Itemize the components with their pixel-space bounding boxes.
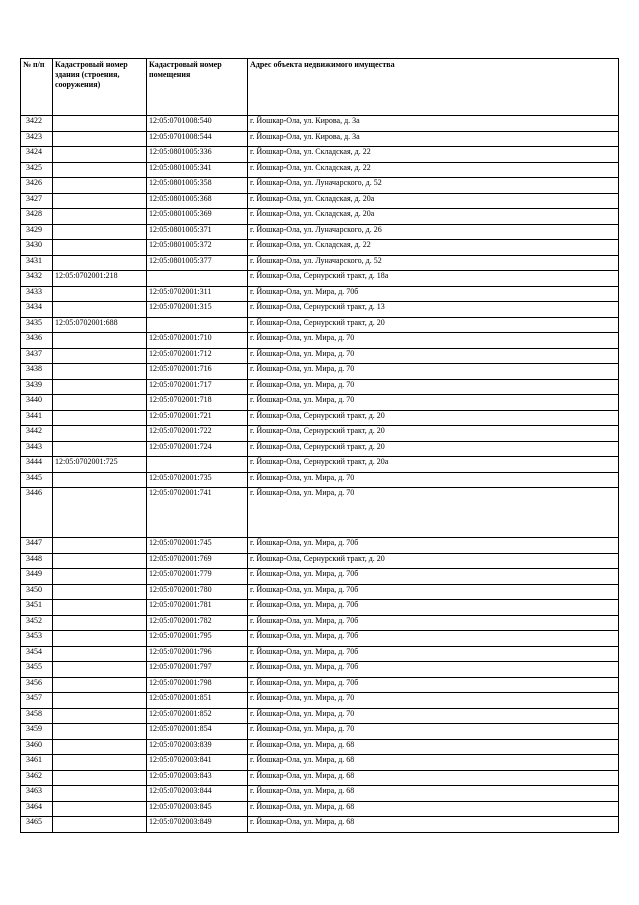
cell-address: г. Йошкар-Ола, ул. Мира, д. 70	[248, 472, 619, 488]
cell-room-cadastral: 12:05:0702001:311	[147, 286, 248, 302]
cell-building-cadastral	[53, 724, 147, 740]
cell-number: 3433	[21, 286, 53, 302]
cell-number: 3426	[21, 178, 53, 194]
table-row	[21, 348, 619, 364]
cell-room-cadastral: 12:05:0702001:769	[147, 553, 248, 569]
cell-building-cadastral	[53, 131, 147, 147]
cell-number: 3450	[21, 584, 53, 600]
table-row	[21, 739, 619, 755]
cell-building-cadastral	[53, 677, 147, 693]
cell-room-cadastral: 12:05:0702003:844	[147, 786, 248, 802]
cell-room-cadastral: 12:05:0702001:722	[147, 426, 248, 442]
table-row	[21, 209, 619, 225]
cell-address: г. Йошкар-Ола, ул. Луначарского, д. 52	[248, 255, 619, 271]
table-row	[21, 472, 619, 488]
table-row	[21, 255, 619, 271]
table-row	[21, 755, 619, 771]
cell-address: г. Йошкар-Ола, ул. Мира, д. 68	[248, 786, 619, 802]
table-row	[21, 224, 619, 240]
table-row	[21, 600, 619, 616]
cell-number: 3443	[21, 441, 53, 457]
cell-address: г. Йошкар-Ола, ул. Складская, д. 20а	[248, 209, 619, 225]
cell-room-cadastral: 12:05:0702001:795	[147, 631, 248, 647]
cell-number: 3429	[21, 224, 53, 240]
cell-building-cadastral	[53, 224, 147, 240]
cell-address: г. Йошкар-Ола, ул. Складская, д. 22	[248, 240, 619, 256]
cell-building-cadastral	[53, 786, 147, 802]
cell-room-cadastral: 12:05:0702001:712	[147, 348, 248, 364]
cell-number: 3451	[21, 600, 53, 616]
cell-building-cadastral	[53, 631, 147, 647]
header-building-cadastral: Кадастровый номер здания (строения, сооружения)	[53, 59, 147, 116]
cell-room-cadastral: 12:05:0801005:368	[147, 193, 248, 209]
cell-room-cadastral: 12:05:0702001:852	[147, 708, 248, 724]
table-row	[21, 379, 619, 395]
cell-number: 3460	[21, 739, 53, 755]
cell-building-cadastral	[53, 333, 147, 349]
cell-number: 3459	[21, 724, 53, 740]
cell-building-cadastral	[53, 770, 147, 786]
cell-room-cadastral: 12:05:0702001:741	[147, 488, 248, 538]
cell-building-cadastral	[53, 569, 147, 585]
table-row	[21, 631, 619, 647]
cell-address: г. Йошкар-Ола, ул. Мира, д. 70	[248, 379, 619, 395]
cell-address: г. Йошкар-Ола, ул. Мира, д. 70	[248, 693, 619, 709]
cell-number: 3446	[21, 488, 53, 538]
cell-room-cadastral: 12:05:0801005:372	[147, 240, 248, 256]
cell-number: 3452	[21, 615, 53, 631]
cell-building-cadastral	[53, 441, 147, 457]
table-row	[21, 553, 619, 569]
cell-room-cadastral: 12:05:0702001:718	[147, 395, 248, 411]
cell-number: 3461	[21, 755, 53, 771]
table-row	[21, 538, 619, 554]
table-row	[21, 271, 619, 287]
cell-number: 3428	[21, 209, 53, 225]
cell-number: 3458	[21, 708, 53, 724]
cell-number: 3423	[21, 131, 53, 147]
table-row	[21, 441, 619, 457]
cell-address: г. Йошкар-Ола, ул. Мира, д. 70б	[248, 286, 619, 302]
cell-address: г. Йошкар-Ола, Сернурский тракт, д. 20	[248, 317, 619, 333]
cell-address: г. Йошкар-Ола, ул. Мира, д. 70б	[248, 538, 619, 554]
cell-address: г. Йошкар-Ола, ул. Мира, д. 70б	[248, 600, 619, 616]
cell-building-cadastral: 12:05:0702001:688	[53, 317, 147, 333]
cell-room-cadastral: 12:05:0702001:796	[147, 646, 248, 662]
cell-room-cadastral: 12:05:0702003:841	[147, 755, 248, 771]
cell-address: г. Йошкар-Ола, ул. Мира, д. 68	[248, 817, 619, 833]
cell-building-cadastral	[53, 193, 147, 209]
cell-room-cadastral: 12:05:0702001:851	[147, 693, 248, 709]
cell-building-cadastral	[53, 693, 147, 709]
table-row	[21, 488, 619, 538]
cell-address: г. Йошкар-Ола, ул. Мира, д. 68	[248, 739, 619, 755]
cell-building-cadastral	[53, 162, 147, 178]
cell-building-cadastral	[53, 615, 147, 631]
cell-number: 3457	[21, 693, 53, 709]
cell-address: г. Йошкар-Ола, ул. Мира, д. 70	[248, 724, 619, 740]
table-row	[21, 817, 619, 833]
cell-address: г. Йошкар-Ола, ул. Мира, д. 70б	[248, 584, 619, 600]
table-row	[21, 724, 619, 740]
table-row	[21, 646, 619, 662]
cell-number: 3424	[21, 147, 53, 163]
cell-building-cadastral	[53, 255, 147, 271]
cell-building-cadastral	[53, 395, 147, 411]
cell-room-cadastral: 12:05:0801005:377	[147, 255, 248, 271]
cell-building-cadastral	[53, 553, 147, 569]
cell-room-cadastral: 12:05:0701008:544	[147, 131, 248, 147]
cell-number: 3462	[21, 770, 53, 786]
cell-building-cadastral	[53, 348, 147, 364]
cell-number: 3438	[21, 364, 53, 380]
table-row	[21, 147, 619, 163]
cell-room-cadastral: 12:05:0702001:724	[147, 441, 248, 457]
cell-building-cadastral	[53, 472, 147, 488]
cell-room-cadastral: 12:05:0702001:854	[147, 724, 248, 740]
table-row	[21, 426, 619, 442]
cell-address: г. Йошкар-Ола, ул. Мира, д. 70	[248, 708, 619, 724]
cell-address: г. Йошкар-Ола, Сернурский тракт, д. 20а	[248, 457, 619, 473]
cell-building-cadastral	[53, 488, 147, 538]
table-row	[21, 240, 619, 256]
cell-building-cadastral: 12:05:0702001:218	[53, 271, 147, 287]
cell-building-cadastral	[53, 755, 147, 771]
cell-address: г. Йошкар-Ола, ул. Мира, д. 70б	[248, 631, 619, 647]
cell-address: г. Йошкар-Ола, ул. Мира, д. 70	[248, 364, 619, 380]
cell-address: г. Йошкар-Ола, ул. Мира, д. 70б	[248, 677, 619, 693]
cell-address: г. Йошкар-Ола, Сернурский тракт, д. 13	[248, 302, 619, 318]
cell-building-cadastral	[53, 801, 147, 817]
cell-room-cadastral: 12:05:0702001:798	[147, 677, 248, 693]
table-row	[21, 708, 619, 724]
cell-room-cadastral: 12:05:0702003:839	[147, 739, 248, 755]
cell-address: г. Йошкар-Ола, ул. Кирова, д. 3а	[248, 131, 619, 147]
cell-number: 3456	[21, 677, 53, 693]
cell-address: г. Йошкар-Ола, ул. Луначарского, д. 26	[248, 224, 619, 240]
cell-building-cadastral	[53, 646, 147, 662]
cell-building-cadastral	[53, 379, 147, 395]
cell-address: г. Йошкар-Ола, ул. Мира, д. 70б	[248, 662, 619, 678]
cell-number: 3437	[21, 348, 53, 364]
cell-building-cadastral	[53, 662, 147, 678]
cell-address: г. Йошкар-Ола, ул. Мира, д. 70	[248, 333, 619, 349]
cell-room-cadastral: 12:05:0801005:369	[147, 209, 248, 225]
table-row	[21, 677, 619, 693]
cell-building-cadastral	[53, 116, 147, 132]
cell-room-cadastral: 12:05:0702003:849	[147, 817, 248, 833]
cell-address: г. Йошкар-Ола, ул. Складская, д. 20а	[248, 193, 619, 209]
cell-building-cadastral	[53, 426, 147, 442]
cell-room-cadastral	[147, 457, 248, 473]
cell-number: 3463	[21, 786, 53, 802]
cell-room-cadastral: 12:05:0702001:745	[147, 538, 248, 554]
table-row	[21, 410, 619, 426]
cell-address: г. Йошкар-Ола, ул. Луначарского, д. 52	[248, 178, 619, 194]
table-row	[21, 584, 619, 600]
cell-address: г. Йошкар-Ола, ул. Складская, д. 22	[248, 147, 619, 163]
cell-number: 3442	[21, 426, 53, 442]
cell-room-cadastral: 12:05:0702001:782	[147, 615, 248, 631]
cell-number: 3453	[21, 631, 53, 647]
cell-address: г. Йошкар-Ола, ул. Мира, д. 68	[248, 770, 619, 786]
header-room-cadastral: Кадастровый номер помещения	[147, 59, 248, 116]
cell-room-cadastral: 12:05:0702001:710	[147, 333, 248, 349]
cell-room-cadastral: 12:05:0702001:721	[147, 410, 248, 426]
cell-building-cadastral	[53, 584, 147, 600]
cell-number: 3440	[21, 395, 53, 411]
cell-number: 3455	[21, 662, 53, 678]
cell-address: г. Йошкар-Ола, Сернурский тракт, д. 20	[248, 553, 619, 569]
cell-address: г. Йошкар-Ола, ул. Мира, д. 70б	[248, 569, 619, 585]
cell-address: г. Йошкар-Ола, ул. Мира, д. 70б	[248, 615, 619, 631]
table-row	[21, 770, 619, 786]
cell-building-cadastral	[53, 302, 147, 318]
header-address: Адрес объекта недвижимого имущества	[248, 59, 619, 116]
cell-number: 3445	[21, 472, 53, 488]
cell-number: 3434	[21, 302, 53, 318]
cell-room-cadastral: 12:05:0801005:371	[147, 224, 248, 240]
cell-number: 3439	[21, 379, 53, 395]
cell-number: 3431	[21, 255, 53, 271]
cell-number: 3432	[21, 271, 53, 287]
table-row	[21, 302, 619, 318]
cell-address: г. Йошкар-Ола, ул. Мира, д. 70	[248, 348, 619, 364]
cell-building-cadastral	[53, 240, 147, 256]
table-row	[21, 457, 619, 473]
cell-room-cadastral: 12:05:0702001:779	[147, 569, 248, 585]
cell-room-cadastral: 12:05:0702003:843	[147, 770, 248, 786]
cell-building-cadastral	[53, 739, 147, 755]
property-table	[20, 58, 619, 833]
cell-room-cadastral: 12:05:0702001:781	[147, 600, 248, 616]
cell-room-cadastral: 12:05:0702001:717	[147, 379, 248, 395]
cell-address: г. Йошкар-Ола, ул. Мира, д. 68	[248, 755, 619, 771]
cell-address: г. Йошкар-Ола, ул. Мира, д. 70б	[248, 646, 619, 662]
table-row	[21, 178, 619, 194]
cell-building-cadastral	[53, 209, 147, 225]
cell-room-cadastral: 12:05:0702001:315	[147, 302, 248, 318]
cell-building-cadastral	[53, 708, 147, 724]
cell-address: г. Йошкар-Ола, Сернурский тракт, д. 20	[248, 426, 619, 442]
cell-building-cadastral	[53, 178, 147, 194]
cell-address: г. Йошкар-Ола, ул. Мира, д. 70	[248, 395, 619, 411]
cell-building-cadastral	[53, 600, 147, 616]
cell-number: 3454	[21, 646, 53, 662]
table-row	[21, 162, 619, 178]
table-row	[21, 615, 619, 631]
table-row	[21, 317, 619, 333]
cell-number: 3422	[21, 116, 53, 132]
cell-address: г. Йошкар-Ола, Сернурский тракт, д. 20	[248, 410, 619, 426]
table-row	[21, 364, 619, 380]
cell-address: г. Йошкар-Ола, ул. Складская, д. 22	[248, 162, 619, 178]
table-row	[21, 662, 619, 678]
cell-building-cadastral	[53, 410, 147, 426]
cell-room-cadastral: 12:05:0702001:716	[147, 364, 248, 380]
cell-number: 3430	[21, 240, 53, 256]
cell-building-cadastral	[53, 538, 147, 554]
cell-room-cadastral: 12:05:0701008:540	[147, 116, 248, 132]
cell-room-cadastral: 12:05:0801005:358	[147, 178, 248, 194]
cell-room-cadastral: 12:05:0702003:845	[147, 801, 248, 817]
cell-number: 3444	[21, 457, 53, 473]
cell-building-cadastral	[53, 817, 147, 833]
cell-building-cadastral	[53, 364, 147, 380]
table-row	[21, 286, 619, 302]
table-header-row	[21, 59, 619, 116]
cell-room-cadastral: 12:05:0801005:341	[147, 162, 248, 178]
cell-room-cadastral	[147, 271, 248, 287]
cell-number: 3447	[21, 538, 53, 554]
cell-address: г. Йошкар-Ола, Сернурский тракт, д. 18а	[248, 271, 619, 287]
cell-address: г. Йошкар-Ола, ул. Мира, д. 68	[248, 801, 619, 817]
table-row	[21, 333, 619, 349]
cell-room-cadastral: 12:05:0702001:735	[147, 472, 248, 488]
table-row	[21, 193, 619, 209]
cell-number: 3449	[21, 569, 53, 585]
cell-room-cadastral	[147, 317, 248, 333]
cell-address: г. Йошкар-Ола, ул. Мира, д. 70	[248, 488, 619, 538]
table-body	[21, 116, 619, 833]
header-number: № п/п	[21, 59, 53, 116]
cell-number: 3464	[21, 801, 53, 817]
table-row	[21, 786, 619, 802]
cell-building-cadastral: 12:05:0702001:725	[53, 457, 147, 473]
table-row	[21, 116, 619, 132]
cell-building-cadastral	[53, 147, 147, 163]
cell-room-cadastral: 12:05:0801005:336	[147, 147, 248, 163]
table-row	[21, 395, 619, 411]
cell-address: г. Йошкар-Ола, Сернурский тракт, д. 20	[248, 441, 619, 457]
table-row	[21, 131, 619, 147]
table-row	[21, 569, 619, 585]
cell-address: г. Йошкар-Ола, ул. Кирова, д. 3а	[248, 116, 619, 132]
table-row	[21, 693, 619, 709]
cell-room-cadastral: 12:05:0702001:797	[147, 662, 248, 678]
cell-number: 3465	[21, 817, 53, 833]
cell-number: 3427	[21, 193, 53, 209]
cell-room-cadastral: 12:05:0702001:780	[147, 584, 248, 600]
cell-number: 3448	[21, 553, 53, 569]
cell-number: 3441	[21, 410, 53, 426]
table-row	[21, 801, 619, 817]
cell-number: 3435	[21, 317, 53, 333]
cell-number: 3436	[21, 333, 53, 349]
cell-building-cadastral	[53, 286, 147, 302]
cell-number: 3425	[21, 162, 53, 178]
